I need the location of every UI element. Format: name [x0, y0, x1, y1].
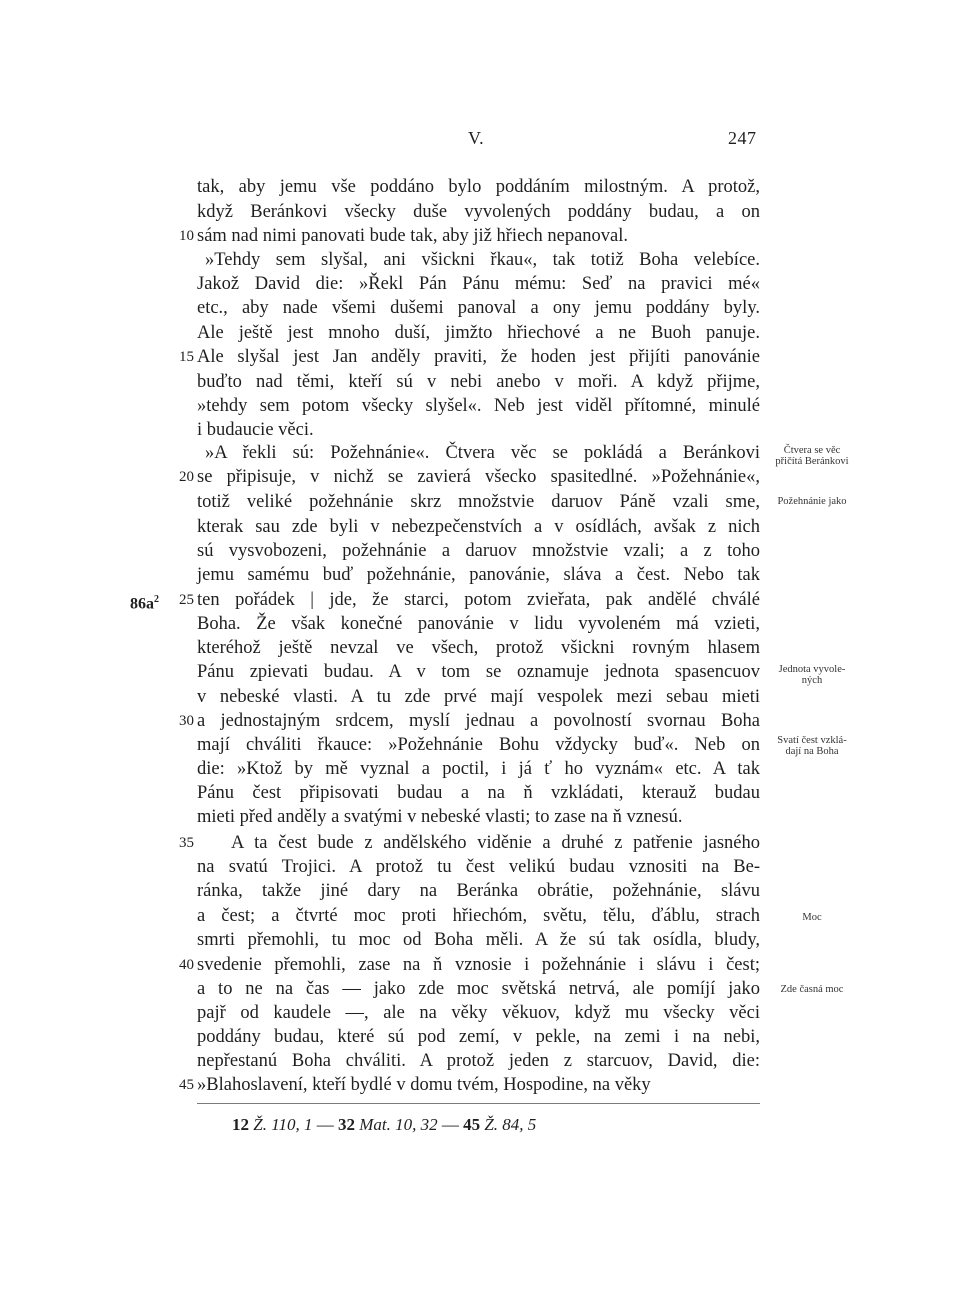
text-line: die: »Ktož by mě vyznal a poctil, i já ť ho vyznám« etc. A tak: [197, 759, 760, 779]
margin-note: [764, 735, 860, 757]
text-line: ránka, takže jiné dary na Beránka obrátie, požehnánie, slávu: [197, 881, 760, 901]
text-line: »A řekli sú: Požehnánie«. Čtvera věc se pokládá a Beránkovi: [205, 443, 760, 463]
text-line: Boha. Že však konečné panovánie v lidu vyvoleném má vzieti,: [197, 614, 760, 634]
margin-note: [764, 445, 860, 467]
text-line: smrti přemohli, tu moc od Boha měli. A že sú tak osídla, bludy,: [197, 930, 760, 950]
text-line: mají chváliti řkauce: »Požehnánie Bohu vždycky buď«. Neb on: [197, 735, 760, 755]
text-line: kterak sau zde byli v nebezpečenstvích a v osídlách, avšak z nich: [197, 517, 760, 537]
footnote: [232, 1114, 536, 1136]
text-line: na svatú Trojici. A protož tu čest velikú budau vznositi na Be-: [197, 857, 760, 877]
text-line: totiž veliké požehnánie skrz množstvie daruov Páně vzali sme,: [197, 492, 760, 512]
line-number: 25: [179, 592, 194, 608]
footnote-line-ref: 32: [337, 1115, 355, 1134]
text-line: Pánu čest připisovati budau a na ň vzkládati, kterauž budau: [197, 783, 760, 803]
margin-note: Zde časná moc: [780, 984, 844, 995]
footnote-citation: Mat. 10, 32: [359, 1115, 438, 1134]
text-line: A ta čest bude z andělského viděnie a druhé z patřenie jasného: [231, 833, 760, 853]
folio-label: 86a: [130, 595, 154, 613]
footnote-citation: Ž. 84, 5: [484, 1115, 537, 1134]
chapter-heading: V.: [468, 128, 485, 148]
page-number: 247: [728, 128, 757, 148]
footnote-dash: —: [312, 1115, 338, 1134]
text-line: etc., aby nade všemi dušemi panoval a ony jemu poddány byly.: [197, 298, 760, 318]
text-line: Ale slyšal jest Jan anděly praviti, že hoden jest přijíti panovánie: [197, 347, 760, 367]
margin-note-line: Svatí čest vzklá-: [777, 735, 847, 746]
text-line: »Tehdy sem slyšal, ani všickni řkau«, tak totiž Boha velebíce.: [205, 250, 760, 270]
text-line: se připisuje, v nichž se zavierá všecko spasitedlné. »Požehnánie«,: [197, 467, 760, 487]
text-line: nepřestanú Boha chváliti. A protož jeden z starcuov, David, die:: [197, 1051, 760, 1071]
text-line: i budaucie věci.: [197, 420, 314, 440]
text-line: svedenie přemohli, zase na ň vznosie i požehnánie i slávu i čest;: [197, 955, 760, 975]
text-line: Pánu zpievati budau. A v tom se oznamuje jednota spasencuov: [197, 662, 760, 682]
text-line: když Beránkovi všecky duše vyvolených poddány budau, a on: [197, 202, 760, 222]
line-number: 15: [179, 349, 194, 365]
text-line: a to ne na čas — jako zde moc světská netrvá, ale pomíjí jako: [197, 979, 760, 999]
line-number: 20: [179, 469, 194, 485]
text-line: »tehdy sem potom všecky slyšel«. Neb jest viděl přítomné, minulé: [197, 396, 760, 416]
text-line: Jakož David die: »Řekl Pán Pánu mému: Seď na pravici mé«: [197, 274, 760, 294]
margin-note-line: Jednota vyvole-: [778, 664, 846, 675]
line-number: 40: [179, 957, 194, 973]
text-line: pajř od kaudele —, ale na věky věkuov, když mu všecky věci: [197, 1003, 760, 1023]
margin-note: [764, 664, 860, 686]
margin-note-line: ných: [801, 675, 823, 686]
text-line: poddány budau, které sú pod zemí, v pekle, na zemi i na nebi,: [197, 1027, 760, 1047]
text-line: a jednostajným srdcem, myslí jednau a povolností svornau Boha: [197, 711, 760, 731]
text-line: ten pořádek | jde, že starci, potom zvieřata, pak andělé chválé: [197, 590, 760, 610]
text-line: sú vysvobozeni, požehnánie a daruov množstvie vzali; a z toho: [197, 541, 760, 561]
line-number: 30: [179, 713, 194, 729]
line-number: 45: [179, 1077, 194, 1093]
margin-note-line: přičítá Beránkovi: [775, 456, 849, 467]
text-line: jemu samému buď požehnánie, panovánie, sláva a čest. Nebo tak: [197, 565, 760, 585]
text-line: kteréhož ještě nevzal ve všech, protož všickni rovným hlasem: [197, 638, 760, 658]
folio-sup: 2: [154, 594, 159, 605]
text-line: v nebeské vlasti. A tu zde prvé mají vespolek mezi sebau mieti: [197, 687, 760, 707]
footnote-line-ref: 12: [232, 1115, 249, 1134]
line-number: 35: [179, 835, 194, 851]
text-line: buďto nad těmi, kteří sú v nebi anebo v moři. A když přijme,: [197, 372, 760, 392]
margin-note-line: Čtvera se věc: [783, 445, 841, 456]
text-line: Ale ještě jest mnoho duší, jimžto hřiechové a ne Buoh panuje.: [197, 323, 760, 343]
text-line: sám nad nimi panovati bude tak, aby již hřiech nepanoval.: [197, 226, 629, 246]
footnote-line-ref: 45: [463, 1115, 481, 1134]
text-line: tak, aby jemu vše poddáno bylo poddáním milostným. A protož,: [197, 177, 760, 197]
text-line: »Blahoslavení, kteří bydlé v domu tvém, Hospodine, na věky: [197, 1075, 651, 1095]
footnote-rule: [197, 1103, 760, 1104]
line-number: 10: [179, 228, 194, 244]
footnote-citation: Ž. 110, 1: [253, 1115, 313, 1134]
margin-note-line: dají na Boha: [785, 746, 839, 757]
text-line: a čest; a čtvrté moc proti hřiechóm, světu, tělu, ďáblu, strach: [197, 906, 760, 926]
margin-note: Moc: [802, 912, 822, 923]
text-line: mieti před anděly a svatými v nebeské vlasti; to zase na ň vznesú.: [197, 807, 683, 827]
footnote-dash: —: [437, 1115, 464, 1134]
margin-note: Požehnánie jako: [777, 496, 847, 507]
